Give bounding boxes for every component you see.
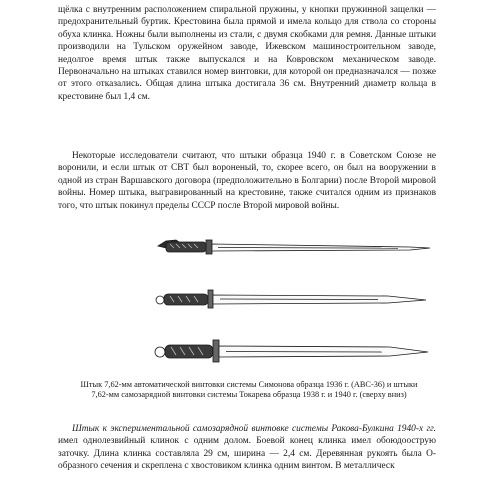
paragraph-3 xyxy=(58,423,436,473)
paragraph-2 xyxy=(58,150,436,212)
bayonet-drawing xyxy=(58,232,436,382)
bayonet-svt-1940 xyxy=(155,340,428,362)
figure-caption xyxy=(76,380,422,401)
paragraph-2-text: Некоторые исследователи считают, что штыки образца 1940 г. в Советском Союзе не воронили, и если штык от СВТ был вороненый, то, скорее всего, он был на вооружении в одной из стран Варшавского договора (предположительно в Болгарии) после Второй мировой войны. Номер штыка, выгравированный на крестовине, также считался одним из признаков того, что штык покинул пределы СССР после Второй мировой войны. xyxy=(58,151,436,211)
bayonet-illustration xyxy=(58,232,436,382)
bayonet-svt-1938 xyxy=(156,290,426,308)
paragraph-1 xyxy=(58,4,436,103)
paragraph-3-italic-lead: Штык к экспериментальной самозарядной винтовке системы Ракова-Булкина 1940-х гг. xyxy=(72,424,436,434)
paragraph-3-body: имел однолезвийный клинок с одним долом. Боевой конец клинка имел обоюдоострую заточку. Длина клинка составляла 29 см, ширина — 2,4 см. Деревянная рукоять была О-образного сечения и скреплена с хвостовиком клинка одним винтом. В металлическ xyxy=(58,436,436,472)
paragraph-1-text: щёлка с внутренним расположением спиральной пружины, у кнопки пружинной защелки — предохранительный буртик. Крестовина была прямой и имела кольцо для ствола со стороны обуха клинка. Ножны были выполнены из стали, с двумя скобками для ремня. Данные штыки производили на Тульском оружейном заводе, Ижевском машиностроительном заводе, недолгое время штык также выпускался и на Ковровском механическом заводе. Первоначально на штыках ставился номер винтовки, для которой он предназначался — позже от этого отказались. Общая длина штыка достигала 36 см. Внутренний диаметр кольца в крестовине был 1,4 см. xyxy=(58,5,436,102)
paragraph-3-text xyxy=(58,423,436,473)
bayonet-avs-36 xyxy=(158,240,430,254)
figure-caption-text: Штык 7,62-мм автоматической винтовки системы Симонова образца 1936 г. (АВС-36) и штыки 7,62-мм самозарядной винтовки системы Токарева образца 1938 г. и 1940 г. (сверху вниз) xyxy=(80,380,418,400)
